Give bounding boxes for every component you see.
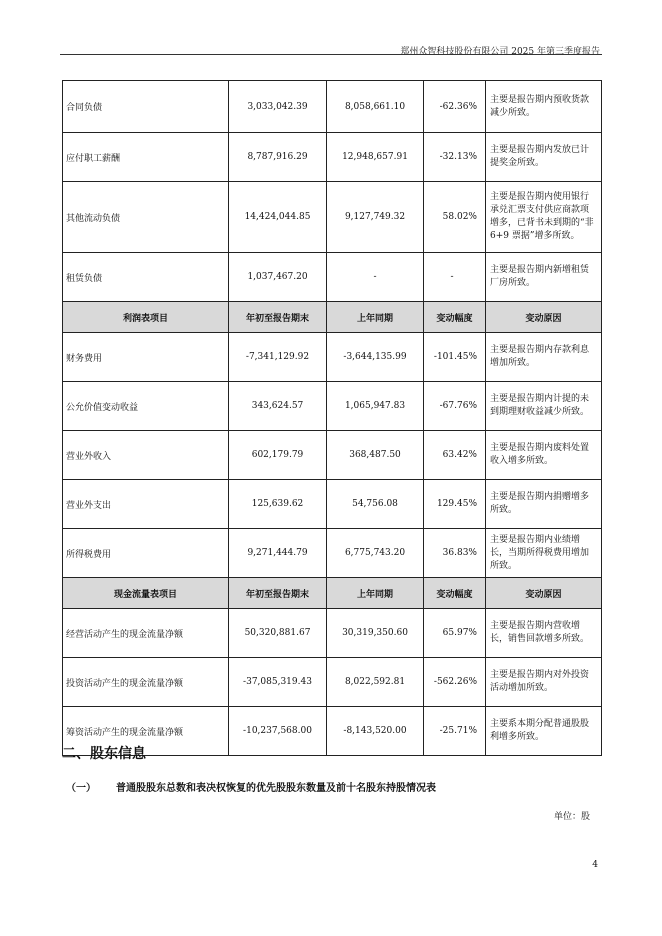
header-reason: 变动原因 [486, 578, 602, 609]
row-prior-value: - [327, 253, 424, 302]
row-prior-value: 8,058,661.10 [327, 81, 424, 133]
row-prior-value: 12,948,657.91 [327, 133, 424, 182]
row-current-value: 9,271,444.79 [229, 529, 327, 578]
header-change: 变动幅度 [424, 578, 486, 609]
table-row [63, 382, 602, 431]
row-prior-value: 368,487.50 [327, 431, 424, 480]
table-row [63, 81, 602, 133]
row-item: 租赁负债 [63, 253, 229, 302]
row-current-value: 8,787,916.29 [229, 133, 327, 182]
row-prior-value: 54,756.08 [327, 480, 424, 529]
row-current-value: 602,179.79 [229, 431, 327, 480]
row-reason: 主要是报告期内计提的未到期理财收益减少所致。 [486, 382, 602, 431]
row-reason: 主要是报告期内废料处置收入增多所致。 [486, 431, 602, 480]
row-change-pct: 65.97% [424, 609, 486, 658]
row-prior-value: -8,143,520.00 [327, 707, 424, 756]
row-change-pct: 36.83% [424, 529, 486, 578]
row-item: 筹资活动产生的现金流量净额 [63, 707, 229, 756]
row-reason: 主要是报告期内业绩增长，当期所得税费用增加所致。 [486, 529, 602, 578]
row-reason: 主要是报告期内发放已计提奖金所致。 [486, 133, 602, 182]
header-change: 变动幅度 [424, 302, 486, 333]
table-row [63, 609, 602, 658]
row-current-value: 50,320,881.67 [229, 609, 327, 658]
row-item: 经营活动产生的现金流量净额 [63, 609, 229, 658]
table-row [63, 480, 602, 529]
row-current-value: 1,037,467.20 [229, 253, 327, 302]
row-reason: 主要是报告期内新增租赁厂房所致。 [486, 253, 602, 302]
row-change-pct: -25.71% [424, 707, 486, 756]
row-item: 营业外收入 [63, 431, 229, 480]
row-item: 财务费用 [63, 333, 229, 382]
header-prior: 上年同期 [327, 302, 424, 333]
row-change-pct: -101.45% [424, 333, 486, 382]
row-current-value: 14,424,044.85 [229, 182, 327, 253]
row-change-pct: 63.42% [424, 431, 486, 480]
row-change-pct: -62.36% [424, 81, 486, 133]
income-header-row [63, 302, 602, 333]
row-reason: 主要是报告期内对外投资活动增加所致。 [486, 658, 602, 707]
unit-label: 单位：股 [553, 812, 590, 822]
row-current-value: -37,085,319.43 [229, 658, 327, 707]
table-row [63, 658, 602, 707]
row-prior-value: 8,022,592.81 [327, 658, 424, 707]
row-item: 其他流动负债 [63, 182, 229, 253]
row-change-pct: -67.76% [424, 382, 486, 431]
row-current-value: 125,639.62 [229, 480, 327, 529]
row-item: 应付职工薪酬 [63, 133, 229, 182]
row-change-pct: -32.13% [424, 133, 486, 182]
financial-changes-table [62, 80, 602, 756]
row-item: 投资活动产生的现金流量净额 [63, 658, 229, 707]
row-change-pct: 58.02% [424, 182, 486, 253]
header-item: 现金流量表项目 [63, 578, 229, 609]
subsection-title: 普通股股东总数和表决权恢复的优先股股东数量及前十名股东持股情况表 [116, 783, 436, 794]
header-reason: 变动原因 [486, 302, 602, 333]
row-change-pct: - [424, 253, 486, 302]
row-current-value: -7,341,129.92 [229, 333, 327, 382]
row-change-pct: -562.26% [424, 658, 486, 707]
subsection-number: （一） [66, 783, 96, 794]
row-change-pct: 129.45% [424, 480, 486, 529]
row-prior-value: -3,644,135.99 [327, 333, 424, 382]
table-row [63, 133, 602, 182]
header-prior: 上年同期 [327, 578, 424, 609]
header-current: 年初至报告期末 [229, 578, 327, 609]
table-row [63, 529, 602, 578]
row-item: 营业外支出 [63, 480, 229, 529]
table-row [63, 431, 602, 480]
row-current-value: 3,033,042.39 [229, 81, 327, 133]
row-reason: 主要是报告期内使用银行承兑汇票支付供应商款项增多，已背书未到期的“非6+9 票据”增多所致。 [486, 182, 602, 253]
report-header-title: 郑州众智科技股份有限公司 2025 年第三季度报告 [400, 47, 600, 57]
table-row [63, 253, 602, 302]
row-reason: 主要是报告期内预收货款减少所致。 [486, 81, 602, 133]
row-current-value: -10,237,568.00 [229, 707, 327, 756]
table-row [63, 333, 602, 382]
cashflow-header-row [63, 578, 602, 609]
row-item: 合同负债 [63, 81, 229, 133]
subsection-heading [66, 779, 436, 794]
row-reason: 主要是报告期内存款利息增加所致。 [486, 333, 602, 382]
header-current: 年初至报告期末 [229, 302, 327, 333]
row-prior-value: 6,775,743.20 [327, 529, 424, 578]
row-prior-value: 30,319,350.60 [327, 609, 424, 658]
row-prior-value: 9,127,749.32 [327, 182, 424, 253]
header-divider [60, 54, 602, 55]
row-item: 公允价值变动收益 [63, 382, 229, 431]
row-reason: 主要是报告期内捐赠增多所致。 [486, 480, 602, 529]
table-row [63, 182, 602, 253]
row-prior-value: 1,065,947.83 [327, 382, 424, 431]
row-current-value: 343,624.57 [229, 382, 327, 431]
row-reason: 主要是报告期内营收增长，销售回款增多所致。 [486, 609, 602, 658]
header-item: 利润表项目 [63, 302, 229, 333]
row-reason: 主要系本期分配普通股股利增多所致。 [486, 707, 602, 756]
row-item: 所得税费用 [63, 529, 229, 578]
page-number: 4 [592, 860, 598, 870]
section-title: 二、股东信息 [62, 746, 146, 762]
